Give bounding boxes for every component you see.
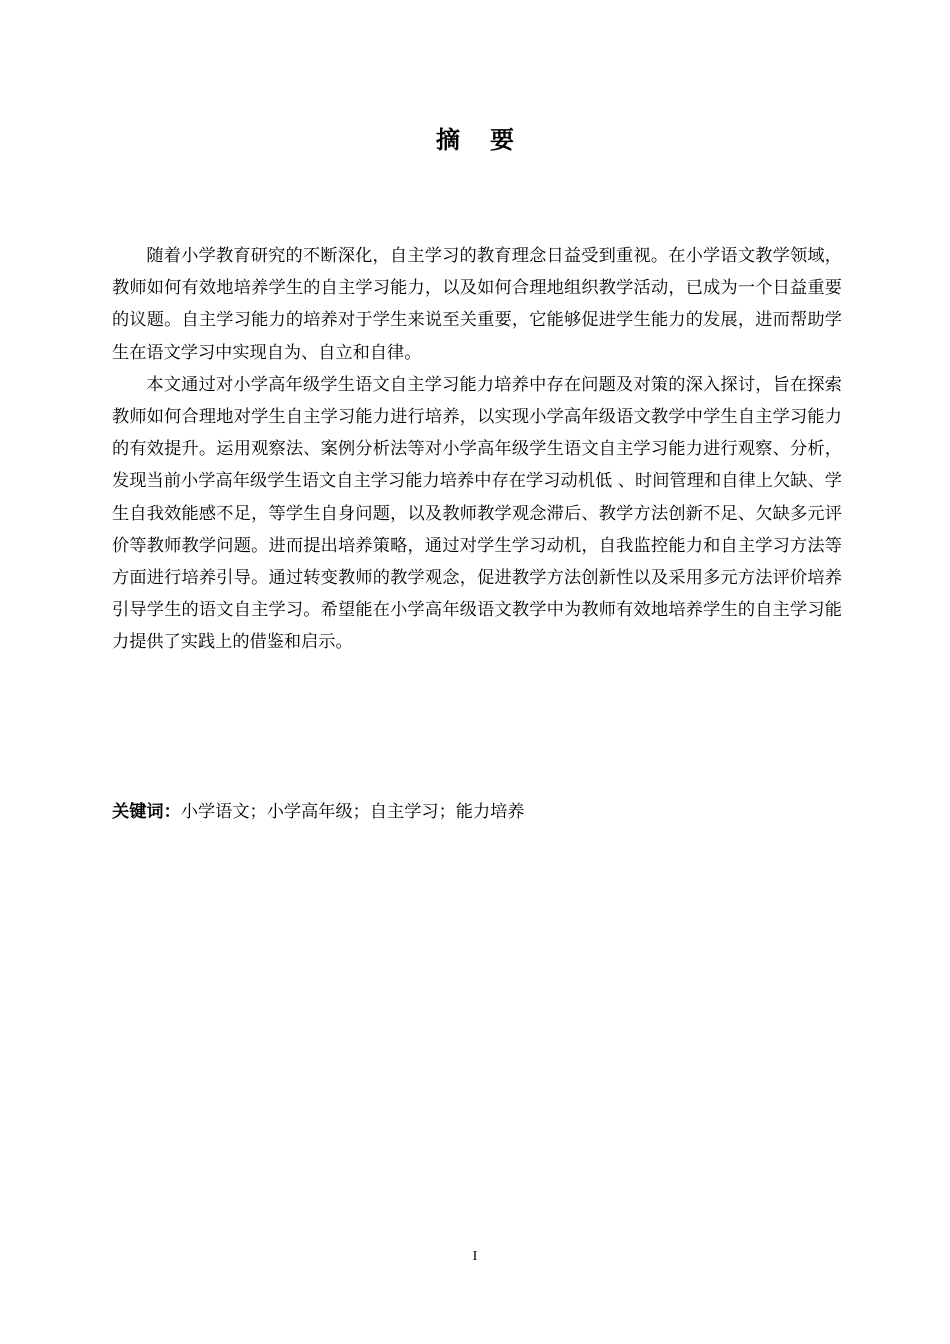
- abstract-paragraph-2: 本文通过对小学高年级学生语文自主学习能力培养中存在问题及对策的深入探讨，旨在探索教师如何合理地对学生自主学习能力进行培养，以实现小学高年级语文教学中学生自主学习能力的有效提升。运用观察法、案例分析法等对小学高年级学生语文自主学习能力进行观察、分析，发现当前小学高年级学生语文自主学习能力培养中存在学习动机低 、时间管理和自律上欠缺、学生自我效能感不足，等学生自身问题，以及教师教学观念滞后、教学方法创新不足、欠缺多元评价等教师教学问题。进而提出培养策略，通过对学生学习动机，自我监控能力和自主学习方法等方面进行培养引导。通过转变教师的教学观念，促进教学方法创新性以及采用多元方法评价培养引导学生的语文自主学习。希望能在小学高年级语文教学中为教师有效地培养学生的自主学习能力提供了实践上的借鉴和启示。: [112, 374, 842, 653]
- abstract-body: [112, 240, 842, 659]
- keywords-line: [112, 796, 842, 828]
- abstract-paragraph-1: 随着小学教育研究的不断深化，自主学习的教育理念日益受到重视。在小学语文教学领域，教师如何有效地培养学生的自主学习能力，以及如何合理地组织教学活动，已成为一个日益重要的议题。自主学习能力的培养对于学生来说至关重要，它能够促进学生能力的发展，进而帮助学生在语文学习中实现自为、自立和自律。: [112, 246, 842, 363]
- abstract-title: 摘要: [436, 126, 544, 154]
- keywords-text: 小学语文；小学高年级；自主学习；能力培养: [180, 802, 525, 822]
- keywords-label: 关键词：: [112, 802, 181, 822]
- page-number: I: [472, 1249, 478, 1264]
